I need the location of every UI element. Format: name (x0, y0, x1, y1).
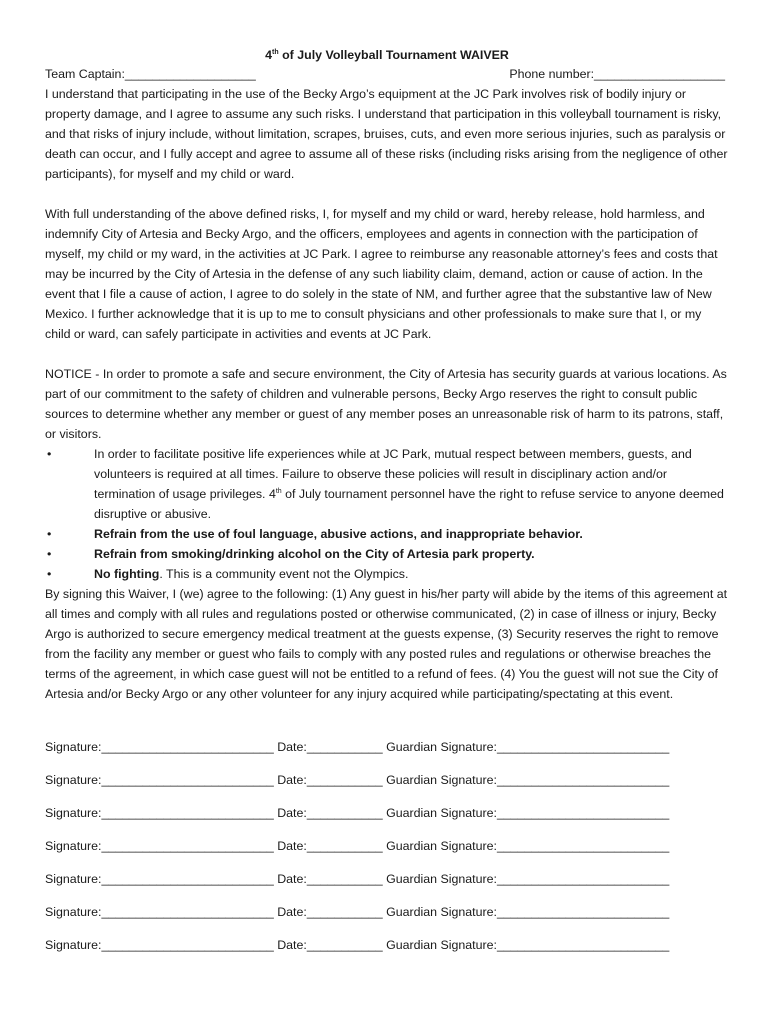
notice-paragraph: NOTICE - In order to promote a safe and secure environment, the City of Artesia has security guards at various locations. As part of our commitment to the safety of children and vulnerable persons, Becky Argo reserves the right to consult public sources to determine whether any member or guest of any member poses an unreasonable risk of harm to its patrons, staff, or visitors. (45, 367, 727, 441)
signature-line-7[interactable]: Signature:_________________________ Date:___________ Guardian Signature:_________________________ (45, 938, 670, 952)
bullet-icon: • (47, 547, 52, 561)
signature-line-4[interactable]: Signature:_________________________ Date:___________ Guardian Signature:_________________________ (45, 839, 670, 853)
list-item: • Refrain from smoking/drinking alcohol on the City of Artesia park property. (45, 544, 729, 564)
signature-block (45, 737, 729, 968)
bullet-icon: • (47, 567, 52, 581)
team-captain-field[interactable]: Team Captain:___________________ (45, 67, 256, 81)
agreement-paragraph: By signing this Waiver, I (we) agree to the following: (1) Any guest in his/her party will abide by the items of this agreement at all times and comply with all rules and regulations posted or otherwise communicated, (2) in case of illness or injury, Becky Argo is authorized to secure emergency medical treatment at the guests expense, (3) Security reserves the right to remove from the facility any member or guest who fails to comply with any posted rules and regulations or otherwise breaches the terms of the agreement, in which case guest will not be entitled to a refund of fees. (4) You the guest will not sue the City of Artesia and/or Becky Argo or any other volunteer for any injury acquired while participating/spectating at this event. (45, 587, 728, 701)
waiver-document (45, 46, 729, 704)
list-item: • Refrain from the use of foul language, abusive actions, and inappropriate behavior. (45, 524, 729, 544)
signature-line-6[interactable]: Signature:_________________________ Date:___________ Guardian Signature:_________________________ (45, 905, 670, 919)
signature-line-2[interactable]: Signature:_________________________ Date:___________ Guardian Signature:_________________________ (45, 773, 670, 787)
header-row (45, 64, 729, 84)
phone-number-field[interactable]: Phone number:___________________ (509, 67, 725, 81)
bullet-icon: • (47, 527, 52, 541)
page-title: 4th of July Volleyball Tournament WAIVER (265, 48, 509, 62)
signature-line-5[interactable]: Signature:_________________________ Date:___________ Guardian Signature:_________________________ (45, 872, 670, 886)
release-paragraph: With full understanding of the above defined risks, I, for myself and my child or ward, hereby release, hold harmless, and indemnify City of Artesia and Becky Argo, and the officers, employees and agents in connection with the participation of myself, my child or my ward, in the activities at JC Park. I agree to reimburse any reasonable attorney’s fees and costs that may be incurred by the City of Artesia in the defense of any such liability claim, demand, action or cause of action. In the event that I file a cause of action, I agree to do solely in the state of NM, and further agree that the substantive law of New Mexico. I further acknowledge that it is up to me to consult physicians and other professionals to make sure that I, or my child or ward, can safely participate in activities and events at JC Park. (45, 207, 718, 341)
signature-line-1[interactable]: Signature:_________________________ Date:___________ Guardian Signature:_________________________ (45, 740, 670, 754)
risk-paragraph: I understand that participating in the use of the Becky Argo’s equipment at the JC Park involves risk of bodily injury or property damage, and I agree to assume any such risks. I understand that participation in this volleyball tournament is risky, and that risks of injury include, without limitation, scrapes, bruises, cuts, and even more serious injuries, such as paralysis or death can occur, and I fully accept and agree to assume all of these risks (including risks arising from the negligence of other participants), for myself and my child or ward. (45, 87, 728, 181)
bullet-icon: • (47, 447, 52, 461)
signature-line-3[interactable]: Signature:_________________________ Date:___________ Guardian Signature:_________________________ (45, 806, 670, 820)
list-item: • No fighting. This is a community event not the Olympics. (45, 564, 729, 584)
list-item: • In order to facilitate positive life experiences while at JC Park, mutual respect between members, guests, and volunteers is required at all times. Failure to observe these policies will result in disciplinary action and/or termination of usage privileges. 4th of July tournament personnel have the right to refuse service to anyone deemed disruptive or abusive. (45, 444, 729, 524)
